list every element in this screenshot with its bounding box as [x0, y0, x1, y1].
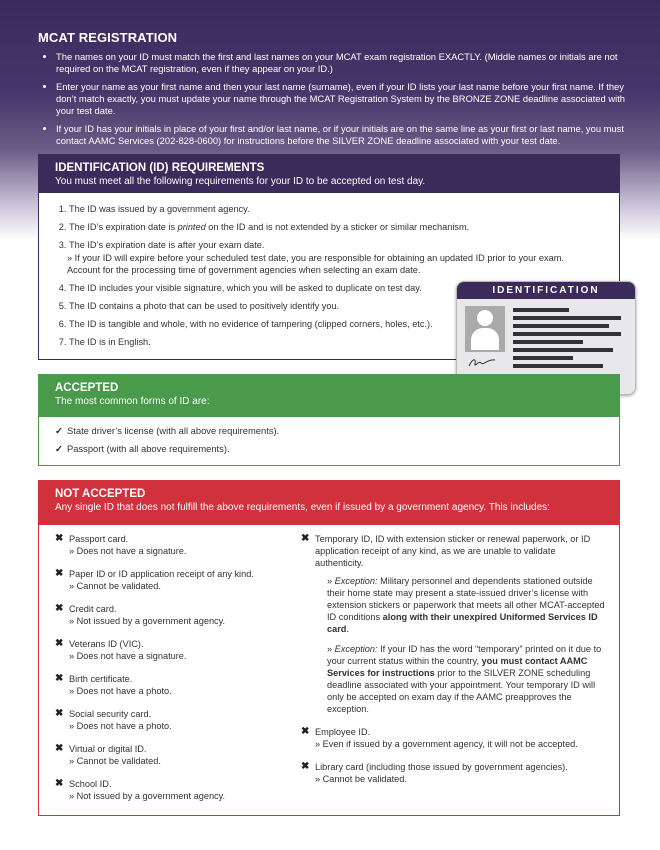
accepted-subtitle: The most common forms of ID are: — [55, 396, 210, 407]
x-icon: ✖ — [55, 638, 64, 649]
not-accepted-item — [55, 673, 285, 697]
not-accepted-reason: » Does not have a photo. — [69, 686, 172, 696]
requirement-item — [69, 239, 589, 276]
x-icon: ✖ — [301, 761, 310, 772]
not-accepted-reason: » Cannot be validated. — [315, 774, 407, 784]
requirement-item: 7. The ID is in English. — [69, 336, 589, 348]
x-icon: ✖ — [55, 673, 64, 684]
requirement-text: on the ID and is not extended by a sticker or similar mechanism. — [205, 222, 470, 232]
accepted-item — [55, 425, 619, 437]
id-requirements-title: IDENTIFICATION (ID) REQUIREMENTS — [55, 162, 265, 174]
exception-end: prior to the SILVER ZONE scheduling deadline associated with your appointment. Your temporary ID will only be accepted on exam day if the AAMC preapproves the exception. — [327, 668, 596, 714]
not-accepted-name: Credit card. — [69, 604, 117, 614]
mcat-registration-section — [38, 30, 638, 153]
not-accepted-item — [301, 761, 606, 785]
x-icon: ✖ — [55, 708, 64, 719]
accepted-title: ACCEPTED — [55, 382, 119, 394]
person-head-shape — [477, 310, 493, 326]
accepted-item-text: State driver’s license (with all above requirements). — [67, 425, 280, 436]
requirement-item: 5. The ID contains a photo that can be used to positively identify you. — [69, 300, 589, 312]
id-card-label: IDENTIFICATION — [457, 282, 635, 299]
not-accepted-name: School ID. — [69, 779, 112, 789]
signature-icon — [467, 356, 497, 370]
id-requirements-subtitle: You must meet all the following requirements for your ID to be accepted on test day. — [55, 176, 426, 187]
not-accepted-reason: » Does not have a signature. — [69, 651, 187, 661]
not-accepted-name: Paper ID or ID application receipt of any kind. — [69, 569, 254, 579]
not-accepted-item — [55, 638, 285, 662]
exception-note: » Exception: If your ID has the word “temporary” printed on it due to your current status within the country, you must contact AAMC Services for instructions prior to the SILVER ZONE scheduling deadline associated with your appointment. Your temporary ID will only be accepted on exam day if the AAMC preapproves the exception. — [327, 644, 602, 714]
not-accepted-reason: » Not issued by a government agency. — [69, 616, 226, 626]
not-accepted-item — [55, 533, 285, 557]
x-icon: ✖ — [55, 568, 64, 579]
registration-bullet: • Enter your name as your first name and then your last name (surname), even if your ID lists your last name before your first name. If they don’t match exactly, you must update your name through the MCAT Registration System by the BRONZE ZONE deadline associated with your test date. — [56, 81, 638, 117]
card-text-line — [513, 364, 603, 368]
card-text-line — [513, 340, 583, 344]
card-text-line — [513, 356, 573, 360]
registration-bullets — [38, 51, 638, 147]
exception-label: Exception: — [334, 576, 378, 586]
card-text-line — [513, 348, 613, 352]
not-accepted-name: Veterans ID (VIC). — [69, 639, 144, 649]
not-accepted-name: Employee ID. — [315, 727, 371, 737]
x-icon: ✖ — [301, 533, 310, 544]
not-accepted-title: NOT ACCEPTED — [55, 488, 146, 500]
x-icon: ✖ — [55, 533, 64, 544]
not-accepted-left-column — [55, 533, 285, 813]
not-accepted-name: Virtual or digital ID. — [69, 744, 147, 754]
checkmark-icon: ✓ — [55, 425, 63, 436]
requirement-item: 1. The ID was issued by a government agency. — [69, 203, 589, 215]
not-accepted-section — [38, 480, 620, 816]
card-text-line — [513, 308, 569, 312]
person-body-shape — [471, 328, 499, 350]
not-accepted-reason: » Cannot be validated. — [69, 756, 161, 766]
card-text-line — [513, 332, 621, 336]
exception-text: If your ID has the word “temporary” printed on it due to your current status within the country, — [327, 644, 602, 666]
accepted-item-text: Passport (with all above requirements). — [67, 443, 230, 454]
registration-title: MCAT REGISTRATION — [38, 30, 178, 45]
x-icon: ✖ — [301, 726, 310, 737]
requirement-item — [69, 221, 589, 233]
not-accepted-reason: » Does not have a signature. — [69, 546, 187, 556]
requirement-item: 6. The ID is tangible and whole, with no evidence of tampering (clipped corners, holes, etc.). — [69, 318, 589, 330]
id-photo-icon — [465, 306, 505, 352]
requirement-text: The ID’s expiration date is — [69, 222, 178, 232]
not-accepted-name: Library card (including those issued by government agencies). — [315, 762, 568, 772]
not-accepted-item — [55, 708, 285, 732]
not-accepted-name: Birth certificate. — [69, 674, 133, 684]
accepted-header — [39, 375, 619, 417]
exception-end: . — [346, 624, 349, 634]
exception-bold: along with their unexpired Uniformed Services ID card — [327, 612, 598, 634]
id-requirements-header — [39, 155, 619, 193]
not-accepted-reason: » Cannot be validated. — [69, 581, 161, 591]
exception-note: » Exception: Military personnel and dependents stationed outside their home state may present a state-issued driver’s license with extension stickers or paperwork that meets all other MCAT-accepted ID conditions along with their unexpired Uniformed Services ID card. — [327, 576, 605, 634]
not-accepted-reason: » Even if issued by a government agency, it will not be accepted. — [315, 739, 578, 749]
accepted-section — [38, 374, 620, 466]
requirement-item: 4. The ID includes your visible signature, which you will be asked to duplicate on test day. — [69, 282, 589, 294]
accepted-list — [39, 425, 619, 455]
exception-label: Exception: — [334, 644, 378, 654]
not-accepted-reason: » Not issued by a government agency. — [69, 791, 226, 801]
registration-bullet: • The names on your ID must match the first and last names on your MCAT exam registration EXACTLY. (Middle names or initials are not required on the MCAT registration, even if they appear on your ID.) — [56, 51, 638, 75]
exception-text: Military personnel and dependents stationed outside their home state may present a state-issued driver’s license with extension stickers or paperwork that meets all other MCAT-accepted ID conditions — [327, 576, 605, 622]
requirement-text: The ID’s expiration date is after your exam date. — [69, 240, 265, 250]
exception-bold: you must contact AAMC Services for instructions — [327, 656, 588, 678]
card-text-line — [513, 324, 609, 328]
not-accepted-item — [301, 726, 606, 750]
accepted-item — [55, 443, 619, 455]
not-accepted-reason: » Does not have a photo. — [69, 721, 172, 731]
not-accepted-item — [55, 743, 285, 767]
not-accepted-name: Social security card. — [69, 709, 152, 719]
not-accepted-header — [39, 481, 619, 525]
not-accepted-item — [55, 568, 285, 592]
x-icon: ✖ — [55, 743, 64, 754]
not-accepted-subtitle: Any single ID that does not fulfill the above requirements, even if issued by a government agency. This includes: — [55, 502, 550, 513]
not-accepted-item — [301, 533, 606, 715]
not-accepted-name: Temporary ID, ID with extension sticker or renewal paperwork, or ID application receipt of any kind, as we are unable to validate authenticity. — [315, 534, 591, 568]
card-text-line — [513, 316, 621, 320]
requirement-subnote: » If your ID will expire before your scheduled test date, you are responsible for obtaining an updated ID prior to your exam. Account for the processing time of government agencies when selecting an exam date. — [67, 253, 564, 275]
not-accepted-item — [55, 603, 285, 627]
x-icon: ✖ — [55, 778, 64, 789]
x-icon: ✖ — [55, 603, 64, 614]
registration-bullet: • If your ID has your initials in place of your first and/or last name, or if your initials are on the same line as your first or last name, you must contact AAMC Services (202-828-0600) for instructions before the SILVER ZONE deadline associated with your test date. — [56, 123, 638, 147]
checkmark-icon: ✓ — [55, 443, 63, 454]
not-accepted-right-column — [301, 533, 606, 796]
not-accepted-item — [55, 778, 285, 802]
not-accepted-name: Passport card. — [69, 534, 129, 544]
requirement-emphasis: printed — [177, 222, 206, 232]
